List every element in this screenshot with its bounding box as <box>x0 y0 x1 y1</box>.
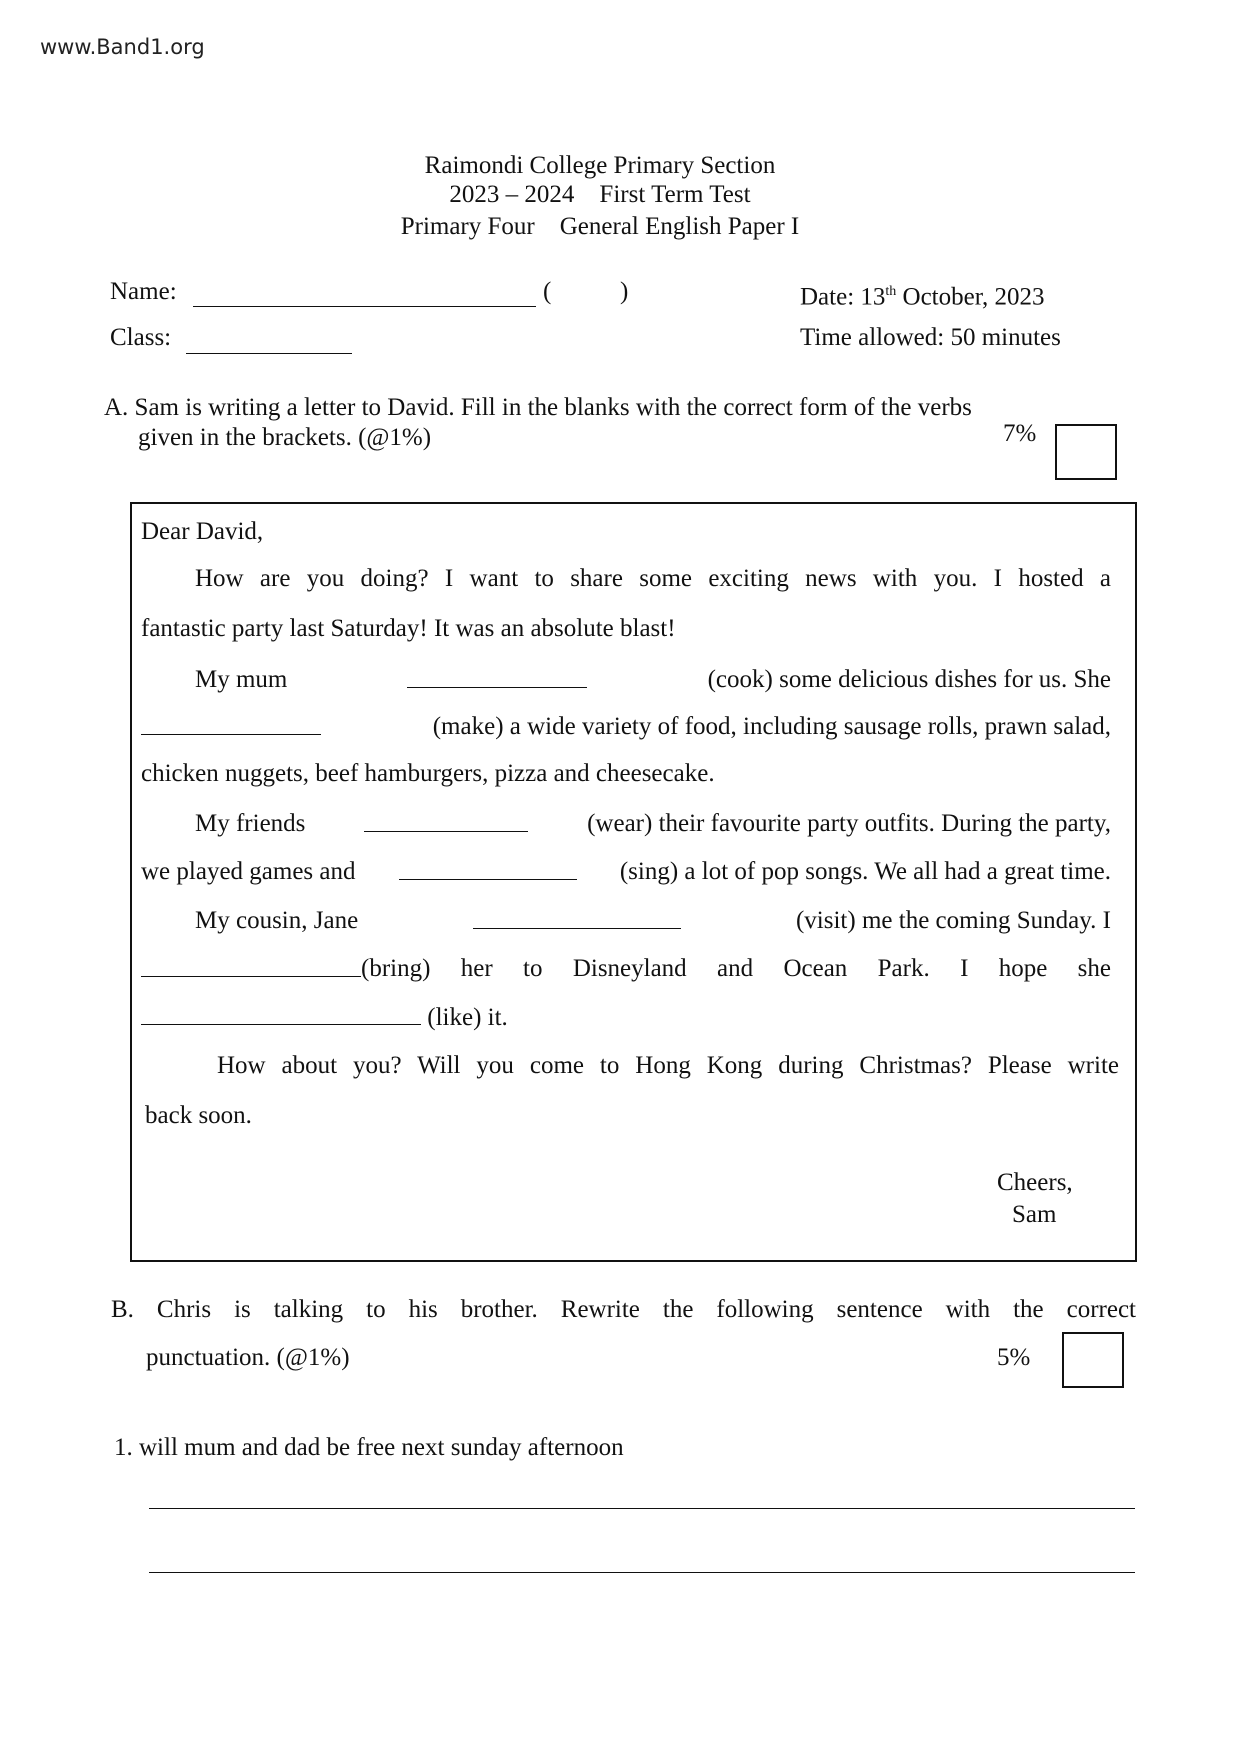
letter-line: How about you? Will you come to Hong Kong during Christmas? Please write <box>217 1052 1119 1079</box>
text: (visit) me the coming Sunday. I <box>795 907 1111 934</box>
letter-line <box>141 809 1111 839</box>
text: My mum <box>195 666 288 693</box>
blank-make[interactable] <box>141 712 321 735</box>
answer-line-1[interactable] <box>149 1508 1135 1509</box>
section-a-instruction-2: given in the brackets. (@1%) <box>138 424 432 451</box>
term: First Term Test <box>599 181 751 208</box>
section-a-score-box[interactable] <box>1055 424 1117 480</box>
letter-line <box>141 712 1111 742</box>
letter-line <box>141 1002 1111 1033</box>
name-label: Name: <box>110 278 177 305</box>
text: (make) a wide variety of food, including sausage rolls, prawn salad, <box>432 713 1111 740</box>
date-value: October, 2023 <box>896 283 1045 311</box>
school-year: 2023 – 2024 <box>449 181 575 208</box>
letter-signature: Sam <box>1012 1201 1057 1228</box>
letter-line: back soon. <box>145 1102 252 1129</box>
letter-closing: Cheers, <box>997 1169 1073 1196</box>
section-a-marks: 7% <box>1003 420 1037 447</box>
letter-line: How are you doing? I want to share some exciting news with you. I hosted a <box>195 565 1111 592</box>
date <box>800 277 1045 312</box>
class-number-close: ) <box>620 278 629 305</box>
letter-line <box>141 665 1111 695</box>
letter-line: fantastic party last Saturday! It was an absolute blast! <box>141 615 676 642</box>
class-label: Class: <box>110 324 172 351</box>
class-field[interactable] <box>186 353 352 354</box>
name-field[interactable] <box>193 306 536 307</box>
blank-bring[interactable] <box>141 954 361 977</box>
letter-line <box>141 857 1111 887</box>
paper: General English Paper I <box>559 213 800 240</box>
section-a-instruction: A. Sam is writing a letter to David. Fill in the blanks with the correct form of the verbs <box>104 394 972 421</box>
level: Primary Four <box>400 213 535 240</box>
text: My cousin, Jane <box>195 907 359 934</box>
answer-line-2[interactable] <box>149 1572 1135 1573</box>
text: we played games and <box>141 858 356 885</box>
blank-cook[interactable] <box>407 665 587 688</box>
letter-line: chicken nuggets, beef hamburgers, pizza and cheesecake. <box>141 760 715 787</box>
paper-line <box>0 212 1200 242</box>
date-sup: th <box>885 284 897 299</box>
letter-greeting: Dear David, <box>141 518 264 545</box>
text: (sing) a lot of pop songs. We all had a great time. <box>619 858 1111 885</box>
term-line <box>0 180 1200 210</box>
blank-visit[interactable] <box>473 906 681 929</box>
blank-like[interactable] <box>141 1002 421 1025</box>
watermark: www.Band1.org <box>40 35 205 59</box>
text: (cook) some delicious dishes for us. She <box>707 666 1111 693</box>
blank-wear[interactable] <box>364 809 528 832</box>
letter-line <box>141 954 1111 984</box>
section-b-instruction: B. Chris is talking to his brother. Rewrite the following sentence with the correct <box>111 1296 1136 1323</box>
text: (like) it. <box>427 1004 508 1031</box>
text: (wear) their favourite party outfits. During the party, <box>587 810 1111 837</box>
school-name: Raimondi College Primary Section <box>424 152 776 179</box>
date-label: Date: 13 <box>800 283 886 311</box>
time-allowed: Time allowed: 50 minutes <box>800 324 1061 351</box>
section-b-score-box[interactable] <box>1062 1332 1124 1388</box>
class-number-open: ( <box>543 278 552 305</box>
section-b-instruction-2: punctuation. (@1%) <box>146 1344 350 1371</box>
text: (bring) her to Disneyland and Ocean Park. I hope she <box>361 955 1111 982</box>
text: My friends <box>195 810 306 837</box>
section-b-marks: 5% <box>997 1344 1031 1371</box>
blank-sing[interactable] <box>399 857 577 880</box>
letter-line <box>141 906 1111 936</box>
question-1: 1. will mum and dad be free next sunday afternoon <box>114 1434 624 1461</box>
